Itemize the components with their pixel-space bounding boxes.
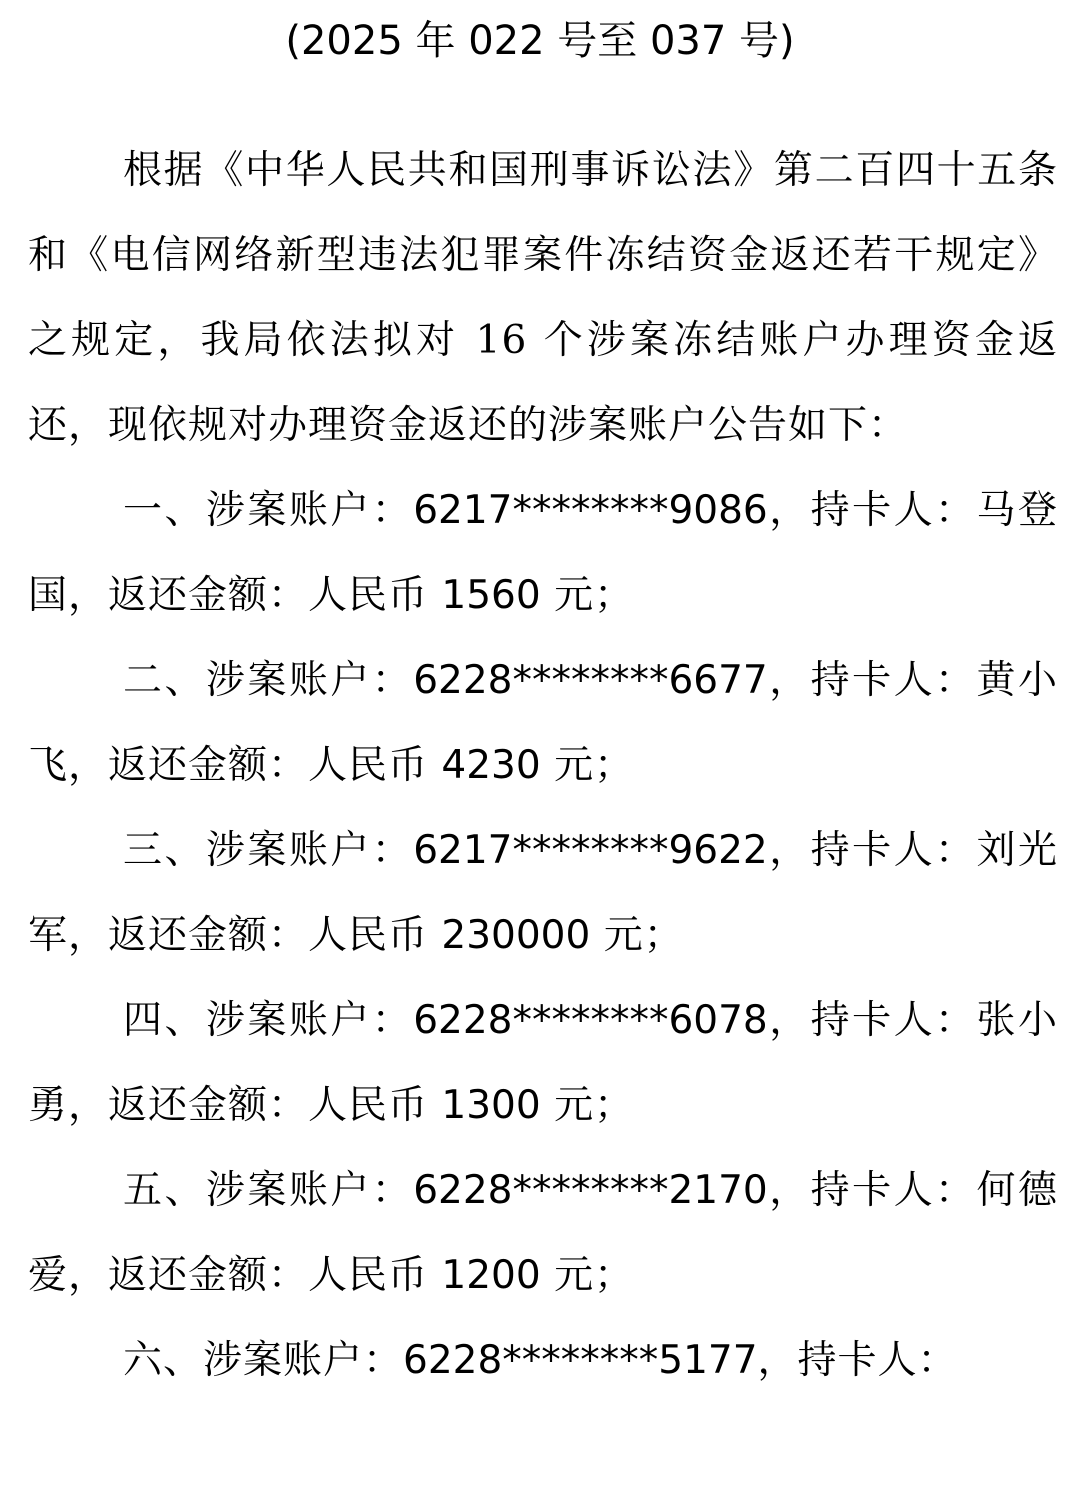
holder-label: ，持卡人： xyxy=(767,828,977,873)
document-number: (2025 年 022 号至 037 号) xyxy=(285,18,795,64)
amount-suffix: 元； xyxy=(540,573,635,618)
entry-ordinal: 一、 xyxy=(123,488,206,533)
account-label: 涉案账户： xyxy=(205,488,414,533)
holder-label: ，持卡人： xyxy=(757,1338,958,1383)
holder-label: ，持卡人： xyxy=(767,1168,977,1213)
refund-entry xyxy=(28,978,1058,1148)
entry-ordinal: 四、 xyxy=(123,998,206,1043)
amount-suffix: 元； xyxy=(540,1253,635,1298)
entry-ordinal: 三、 xyxy=(123,828,206,873)
holder-name: 刘光军 xyxy=(28,828,1058,958)
holder-label: ，持卡人： xyxy=(767,488,977,533)
refund-entry xyxy=(28,468,1058,638)
refund-amount: 1560 xyxy=(441,573,541,618)
amount-suffix: 元； xyxy=(540,743,635,788)
intro-paragraph: 根据《中华人民共和国刑事诉讼法》第二百四十五条和《电信网络新型违法犯罪案件冻结资金返还若干规定》之规定，我局依法拟对 16 个涉案冻结账户办理资金返还，现依规对办理资金返还的涉案账户公告如下： xyxy=(28,148,1058,448)
amount-label: ，返还金额：人民币 xyxy=(68,743,442,788)
account-number: 6228********5177 xyxy=(403,1338,758,1383)
refund-amount: 1300 xyxy=(441,1083,541,1128)
refund-amount: 1200 xyxy=(441,1253,541,1298)
holder-label: ，持卡人： xyxy=(767,658,977,703)
account-label: 涉案账户： xyxy=(205,998,414,1043)
amount-label: ，返还金额：人民币 xyxy=(68,913,442,958)
account-number: 6228********2170 xyxy=(413,1168,768,1213)
account-number: 6217********9622 xyxy=(413,828,768,873)
account-number: 6228********6677 xyxy=(413,658,768,703)
refund-entry xyxy=(28,808,1058,978)
document-body xyxy=(28,128,1058,1403)
refund-entry xyxy=(28,1318,1058,1403)
holder-name: 何德爱 xyxy=(28,1168,1058,1298)
amount-suffix: 元； xyxy=(590,913,684,958)
amount-label: ，返还金额：人民币 xyxy=(68,573,442,618)
holder-label: ，持卡人： xyxy=(767,998,977,1043)
holder-name: 张小勇 xyxy=(28,998,1058,1128)
holder-name: 黄小飞 xyxy=(28,658,1058,788)
entry-ordinal: 六、 xyxy=(123,1338,204,1383)
amount-suffix: 元； xyxy=(540,1083,635,1128)
refund-amount: 4230 xyxy=(441,743,541,788)
refund-entry xyxy=(28,638,1058,808)
entry-ordinal: 五、 xyxy=(123,1168,206,1213)
entry-ordinal: 二、 xyxy=(123,658,206,703)
account-label: 涉案账户： xyxy=(203,1338,404,1383)
refund-amount: 230000 xyxy=(441,913,591,958)
account-label: 涉案账户： xyxy=(205,828,414,873)
amount-label: ，返还金额：人民币 xyxy=(68,1253,442,1298)
account-number: 6217********9086 xyxy=(413,488,768,533)
account-label: 涉案账户： xyxy=(205,1168,414,1213)
holder-name: 马登国 xyxy=(28,488,1058,618)
account-number: 6228********6078 xyxy=(413,998,768,1043)
refund-entry xyxy=(28,1148,1058,1318)
amount-label: ，返还金额：人民币 xyxy=(68,1083,442,1128)
account-label: 涉案账户： xyxy=(205,658,414,703)
